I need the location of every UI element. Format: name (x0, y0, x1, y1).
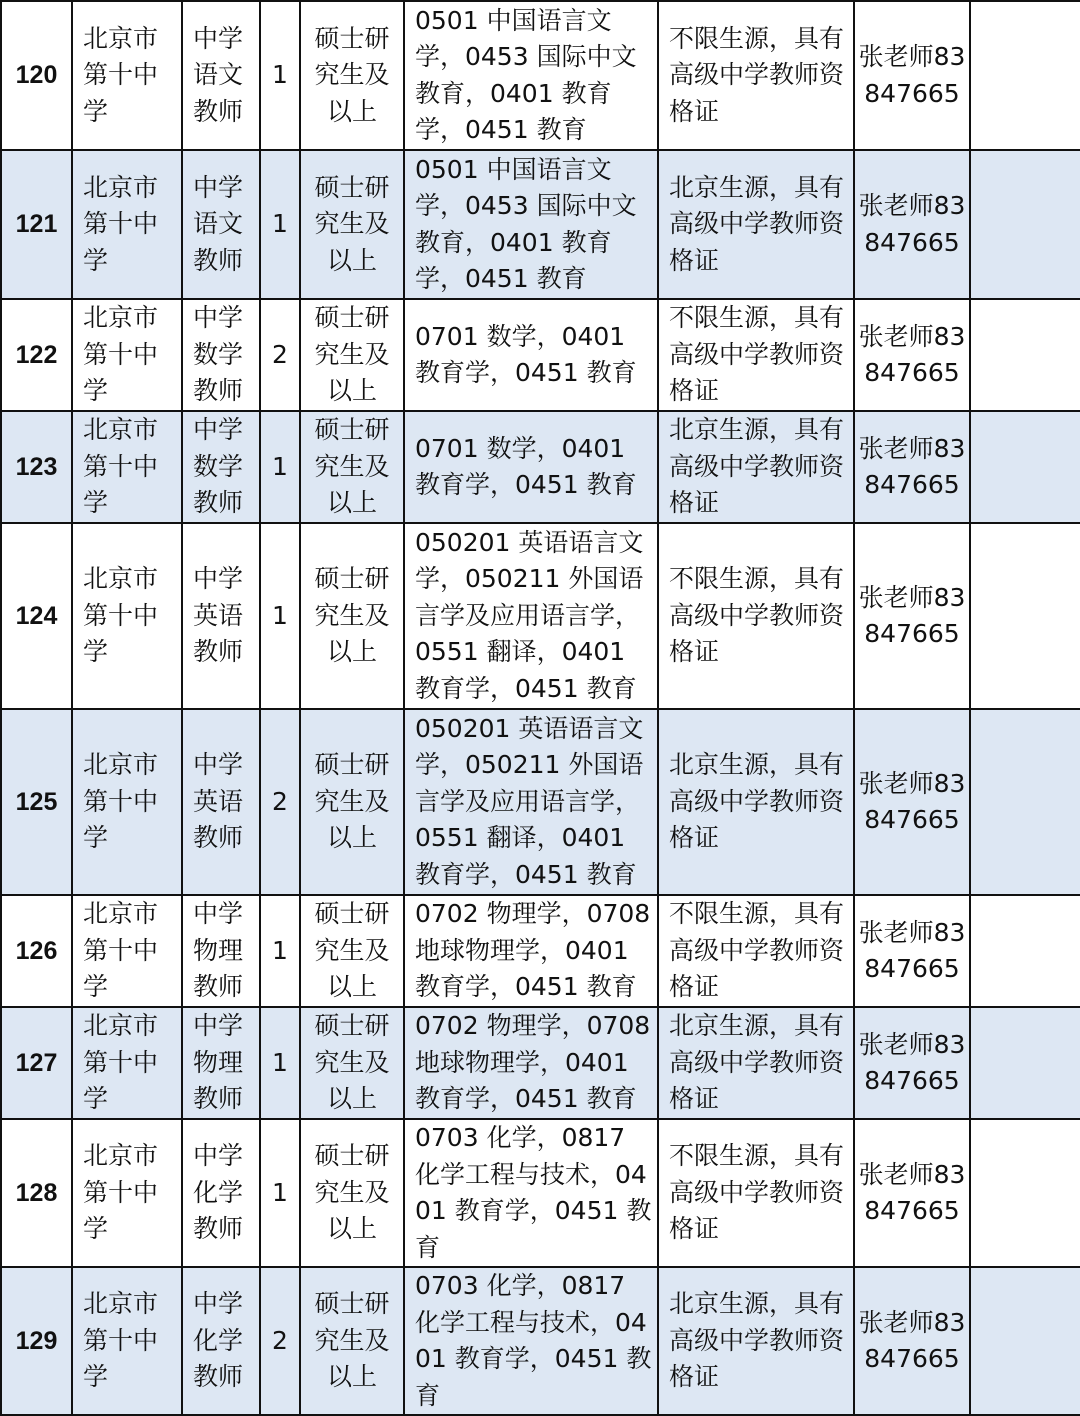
position-id: 121 (1, 150, 72, 299)
employer-unit: 北京市第十中学 (72, 1007, 182, 1119)
education-requirement: 硕士研究生及以上 (300, 1119, 404, 1267)
remarks-cell (970, 1267, 1080, 1415)
position-name: 中学化学教师 (182, 1267, 260, 1415)
remarks-cell (970, 299, 1080, 411)
major-requirement: 0501 中国语言文学，0453 国际中文教育，0401 教育学，0451 教育 (404, 1, 658, 150)
contact-info: 张老师83847665 (854, 150, 970, 299)
position-id: 124 (1, 523, 72, 709)
hiring-count: 1 (260, 150, 300, 299)
table-row (1, 1267, 1080, 1415)
major-requirement: 050201 英语语言文学，050211 外国语言学及应用语言学，0551 翻译，0401 教育学，0451 教育 (404, 709, 658, 895)
education-requirement: 硕士研究生及以上 (300, 1007, 404, 1119)
position-name: 中学物理教师 (182, 1007, 260, 1119)
other-requirements: 不限生源，具有高级中学教师资格证 (658, 1, 854, 150)
employer-unit: 北京市第十中学 (72, 523, 182, 709)
major-requirement: 0701 数学，0401 教育学，0451 教育 (404, 299, 658, 411)
remarks-cell (970, 709, 1080, 895)
other-requirements: 北京生源，具有高级中学教师资格证 (658, 1007, 854, 1119)
major-requirement: 0501 中国语言文学，0453 国际中文教育，0401 教育学，0451 教育 (404, 150, 658, 299)
education-requirement: 硕士研究生及以上 (300, 299, 404, 411)
major-requirement: 0701 数学，0401 教育学，0451 教育 (404, 411, 658, 523)
other-requirements: 不限生源，具有高级中学教师资格证 (658, 299, 854, 411)
hiring-count: 2 (260, 299, 300, 411)
education-requirement: 硕士研究生及以上 (300, 523, 404, 709)
position-name: 中学数学教师 (182, 299, 260, 411)
other-requirements: 不限生源，具有高级中学教师资格证 (658, 1119, 854, 1267)
position-name: 中学物理教师 (182, 895, 260, 1007)
hiring-count: 2 (260, 709, 300, 895)
contact-info: 张老师83847665 (854, 1, 970, 150)
remarks-cell (970, 411, 1080, 523)
table-row (1, 1007, 1080, 1119)
hiring-count: 2 (260, 1267, 300, 1415)
position-name: 中学语文教师 (182, 1, 260, 150)
hiring-count: 1 (260, 1, 300, 150)
remarks-cell (970, 150, 1080, 299)
position-id: 122 (1, 299, 72, 411)
employer-unit: 北京市第十中学 (72, 1267, 182, 1415)
hiring-count: 1 (260, 411, 300, 523)
employer-unit: 北京市第十中学 (72, 299, 182, 411)
other-requirements: 不限生源，具有高级中学教师资格证 (658, 523, 854, 709)
hiring-count: 1 (260, 523, 300, 709)
other-requirements: 北京生源，具有高级中学教师资格证 (658, 1267, 854, 1415)
remarks-cell (970, 523, 1080, 709)
position-name: 中学英语教师 (182, 709, 260, 895)
position-name: 中学化学教师 (182, 1119, 260, 1267)
education-requirement: 硕士研究生及以上 (300, 1, 404, 150)
position-id: 127 (1, 1007, 72, 1119)
position-id: 125 (1, 709, 72, 895)
employer-unit: 北京市第十中学 (72, 1, 182, 150)
education-requirement: 硕士研究生及以上 (300, 709, 404, 895)
position-id: 126 (1, 895, 72, 1007)
position-name: 中学数学教师 (182, 411, 260, 523)
table-row (1, 1, 1080, 150)
position-name: 中学语文教师 (182, 150, 260, 299)
major-requirement: 0702 物理学，0708 地球物理学，0401 教育学，0451 教育 (404, 1007, 658, 1119)
contact-info: 张老师83847665 (854, 523, 970, 709)
employer-unit: 北京市第十中学 (72, 1119, 182, 1267)
employer-unit: 北京市第十中学 (72, 411, 182, 523)
contact-info: 张老师83847665 (854, 1267, 970, 1415)
contact-info: 张老师83847665 (854, 895, 970, 1007)
remarks-cell (970, 895, 1080, 1007)
contact-info: 张老师83847665 (854, 1119, 970, 1267)
hiring-count: 1 (260, 1007, 300, 1119)
education-requirement: 硕士研究生及以上 (300, 895, 404, 1007)
education-requirement: 硕士研究生及以上 (300, 411, 404, 523)
table-row (1, 150, 1080, 299)
contact-info: 张老师83847665 (854, 299, 970, 411)
table-row (1, 1119, 1080, 1267)
major-requirement: 050201 英语语言文学，050211 外国语言学及应用语言学，0551 翻译，0401 教育学，0451 教育 (404, 523, 658, 709)
table-row (1, 523, 1080, 709)
table-row (1, 411, 1080, 523)
other-requirements: 北京生源，具有高级中学教师资格证 (658, 411, 854, 523)
remarks-cell (970, 1119, 1080, 1267)
employer-unit: 北京市第十中学 (72, 709, 182, 895)
other-requirements: 北京生源，具有高级中学教师资格证 (658, 709, 854, 895)
remarks-cell (970, 1, 1080, 150)
position-id: 129 (1, 1267, 72, 1415)
position-id: 123 (1, 411, 72, 523)
hiring-count: 1 (260, 895, 300, 1007)
remarks-cell (970, 1007, 1080, 1119)
position-id: 120 (1, 1, 72, 150)
education-requirement: 硕士研究生及以上 (300, 1267, 404, 1415)
contact-info: 张老师83847665 (854, 411, 970, 523)
position-name: 中学英语教师 (182, 523, 260, 709)
table-row (1, 895, 1080, 1007)
table-row (1, 709, 1080, 895)
table-row (1, 299, 1080, 411)
education-requirement: 硕士研究生及以上 (300, 150, 404, 299)
position-id: 128 (1, 1119, 72, 1267)
major-requirement: 0702 物理学，0708 地球物理学，0401 教育学，0451 教育 (404, 895, 658, 1007)
contact-info: 张老师83847665 (854, 1007, 970, 1119)
hiring-count: 1 (260, 1119, 300, 1267)
major-requirement: 0703 化学，0817 化学工程与技术，0401 教育学，0451 教育 (404, 1267, 658, 1415)
employer-unit: 北京市第十中学 (72, 150, 182, 299)
other-requirements: 北京生源，具有高级中学教师资格证 (658, 150, 854, 299)
major-requirement: 0703 化学，0817 化学工程与技术，0401 教育学，0451 教育 (404, 1119, 658, 1267)
employer-unit: 北京市第十中学 (72, 895, 182, 1007)
contact-info: 张老师83847665 (854, 709, 970, 895)
other-requirements: 不限生源，具有高级中学教师资格证 (658, 895, 854, 1007)
